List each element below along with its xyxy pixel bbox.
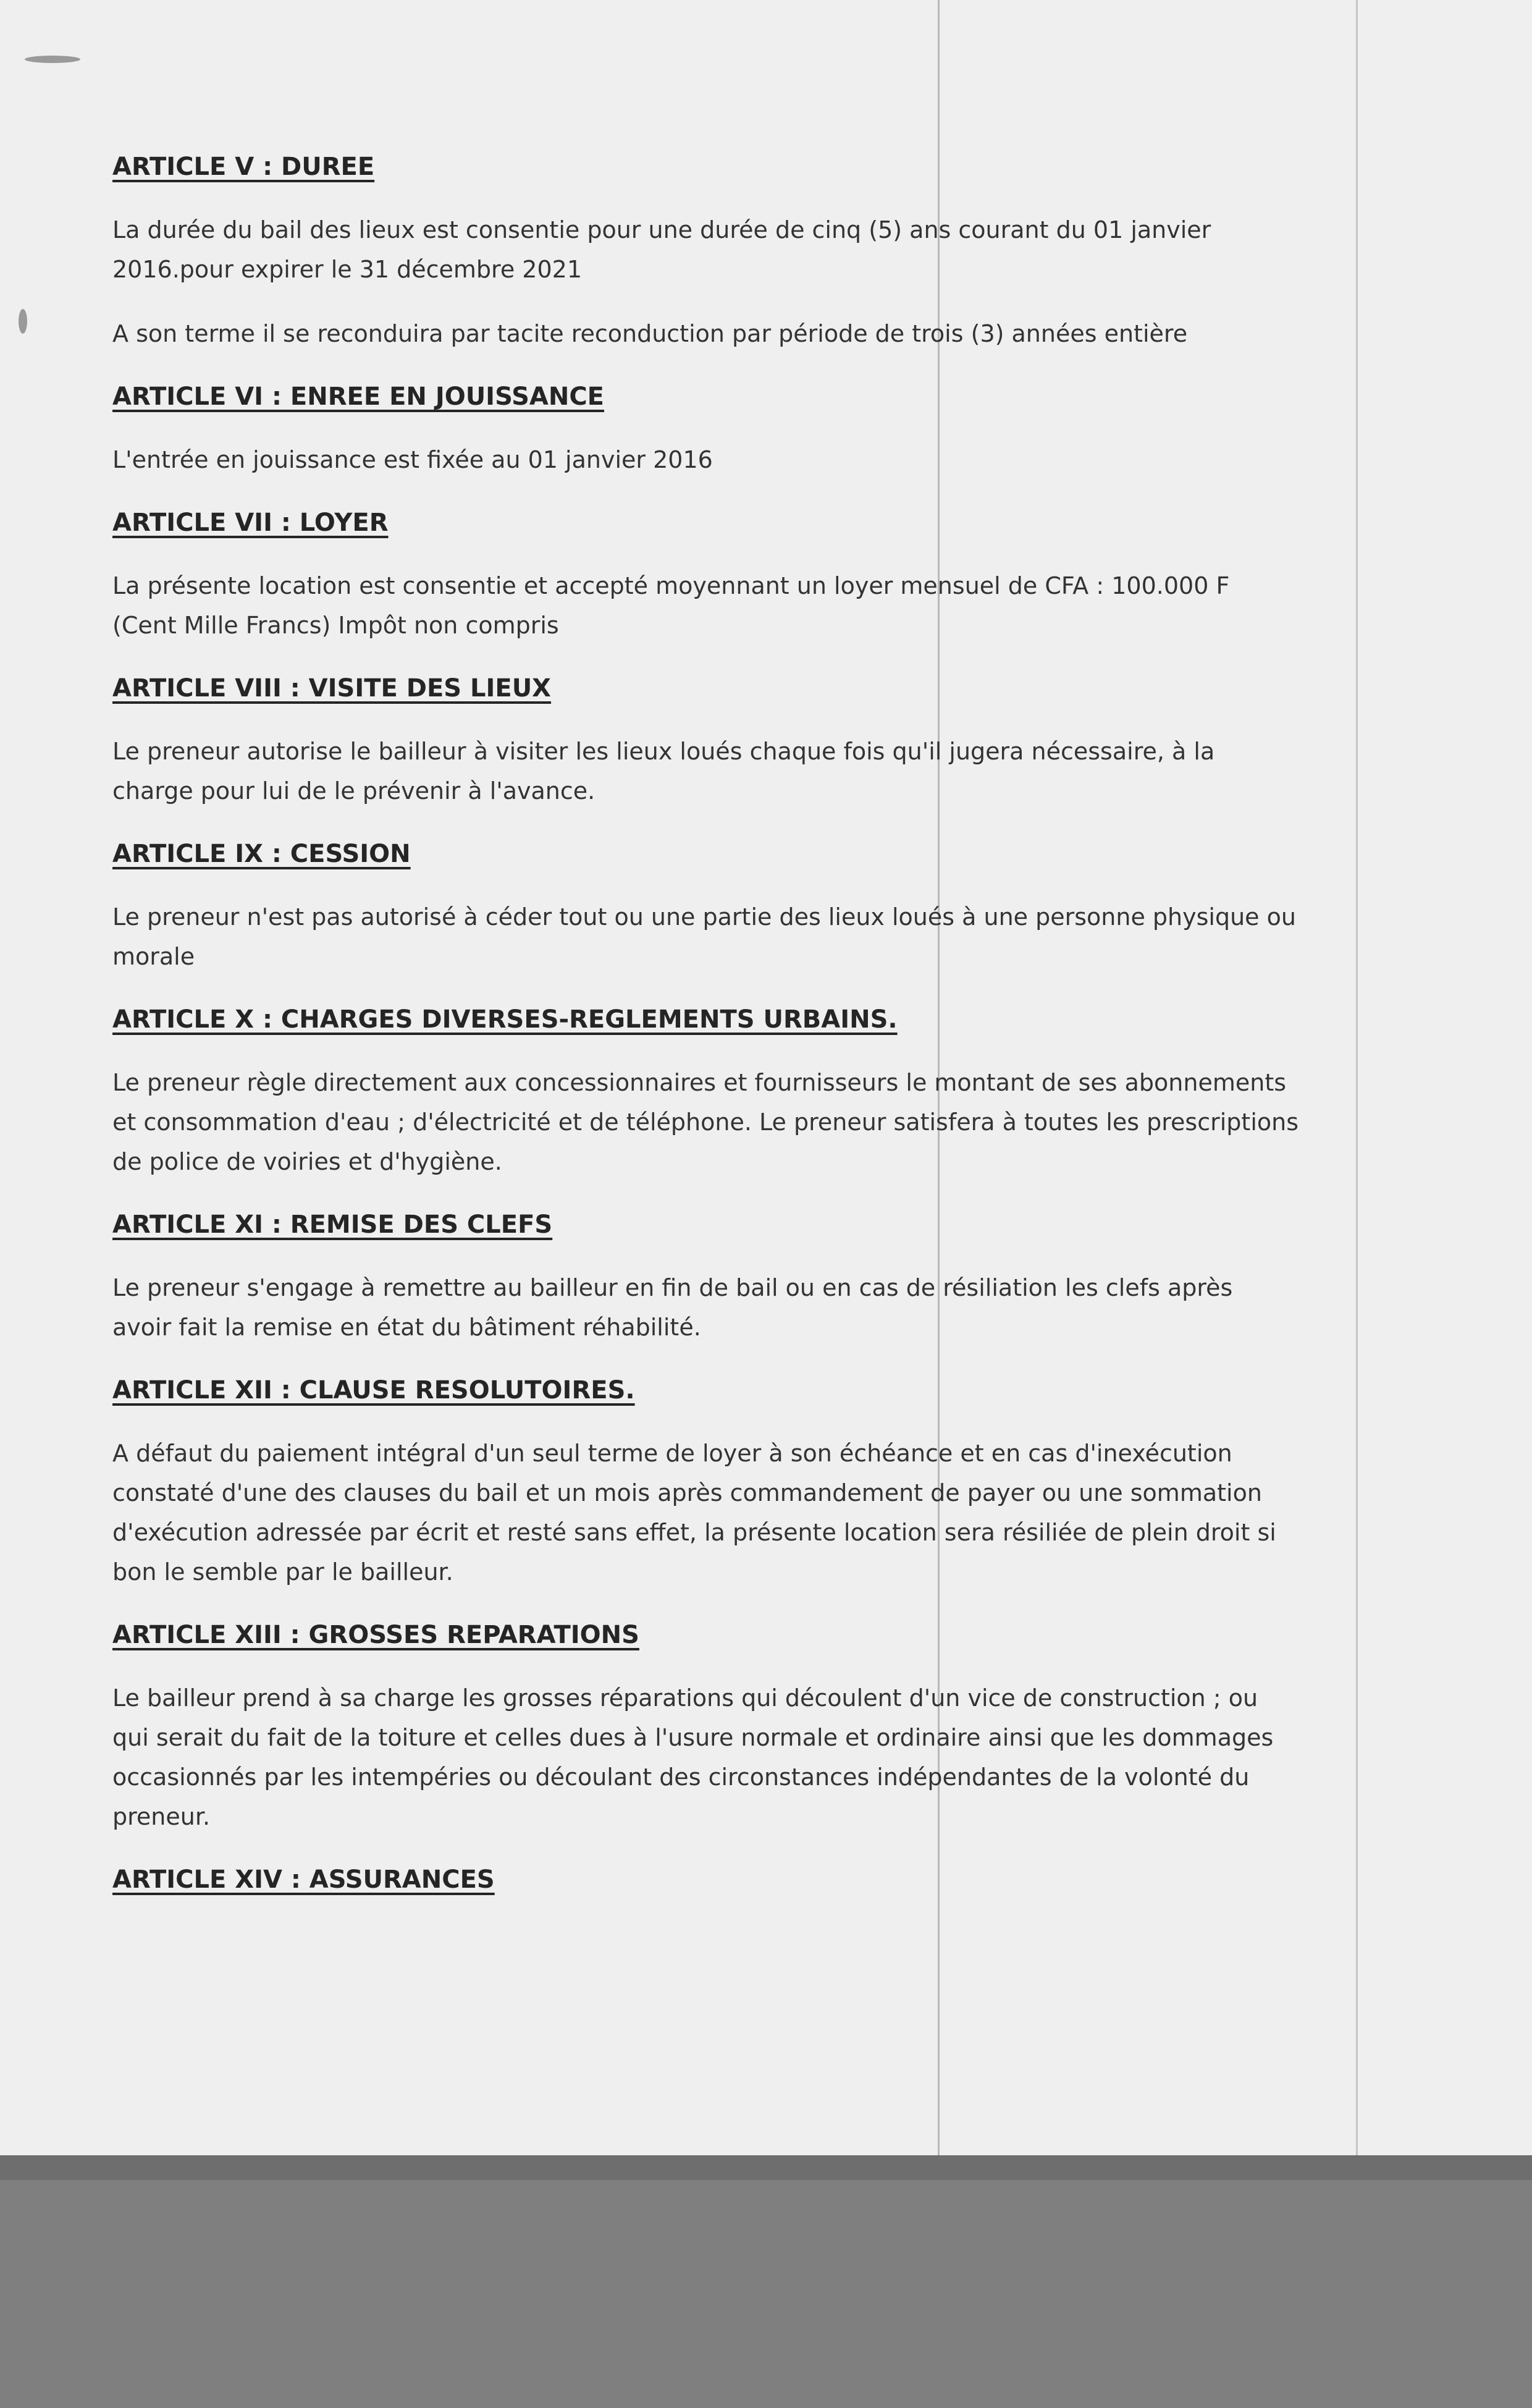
article-13 [112, 1616, 1298, 1836]
article-paragraph: A défaut du paiement intégral d'un seul terme de loyer à son échéance et en cas d'inexécution constaté d'une des clauses du bail et un mois après commandement de payer ou une sommation d'exécution adressée par écrit et resté sans effet, la présente location sera résiliée de plein droit si bon le semble par le bailleur. [112, 1440, 1276, 1586]
article-10 [112, 1001, 1298, 1181]
article-8 [112, 670, 1298, 811]
article-paragraph: A son terme il se reconduira par tacite reconduction par période de trois (3) années entière [112, 320, 1188, 347]
article-paragraph: Le preneur règle directement aux concessionnaires et fournisseurs le montant de ses abonnements et consommation d'eau ; d'électricité et de téléphone. Le preneur satisfera à toutes les prescriptions de police de voiries et d'hygiène. [112, 1069, 1299, 1175]
article-14 [112, 1861, 1298, 1898]
article-paragraph: Le bailleur prend à sa charge les grosses réparations qui découlent d'un vice de construction ; ou qui serait du fait de la toiture et celles dues à l'usure normale et ordinaire ainsi que les dommages occasionnés par les intempéries ou découlant des circonstances indépendantes de la volonté du preneur. [112, 1684, 1274, 1830]
article-heading: ARTICLE VIII : VISITE DES LIEUX [112, 674, 552, 703]
article-6 [112, 378, 1298, 479]
article-paragraph: Le preneur s'engage à remettre au bailleur en fin de bail ou en cas de résiliation les clefs après avoir fait la remise en état du bâtiment réhabilité. [112, 1274, 1233, 1341]
scan-shadow-band [0, 2155, 1532, 2180]
article-11 [112, 1206, 1298, 1347]
document-body [112, 148, 1298, 1923]
article-paragraph: L'entrée en jouissance est fixée au 01 janvier 2016 [112, 446, 713, 473]
article-heading: ARTICLE VI : ENREE EN JOUISSANCE [112, 382, 604, 411]
article-heading: ARTICLE IX : CESSION [112, 840, 411, 868]
article-heading: ARTICLE VII : LOYER [112, 509, 389, 537]
article-paragraph: La durée du bail des lieux est consentie pour une durée de cinq (5) ans courant du 01 janvier 2016.pour expirer le 31 décembre 2021 [112, 216, 1211, 283]
article-paragraph: Le preneur autorise le bailleur à visiter les lieux loués chaque fois qu'il jugera nécessaire, à la charge pour lui de le prévenir à l'avance. [112, 738, 1215, 805]
article-7 [112, 504, 1298, 645]
article-heading: ARTICLE XII : CLAUSE RESOLUTOIRES. [112, 1376, 635, 1405]
scan-smudge [19, 309, 27, 334]
article-5 [112, 148, 1298, 353]
article-paragraph: La présente location est consentie et accepté moyennant un loyer mensuel de CFA : 100.000 F (Cent Mille Francs) Impôt non compris [112, 572, 1230, 639]
article-paragraph: Le preneur n'est pas autorisé à céder tout ou une partie des lieux loués à une personne physique ou morale [112, 903, 1296, 970]
article-heading: ARTICLE XIII : GROSSES REPARATIONS [112, 1621, 639, 1649]
article-9 [112, 835, 1298, 976]
article-heading: ARTICLE X : CHARGES DIVERSES-REGLEMENTS URBAINS. [112, 1005, 898, 1034]
article-heading: ARTICLE V : DUREE [112, 153, 375, 181]
page-edge-line [1356, 0, 1358, 2155]
scan-smudge [25, 56, 80, 63]
article-heading: ARTICLE XIV : ASSURANCES [112, 1865, 495, 1894]
article-12 [112, 1372, 1298, 1592]
article-heading: ARTICLE XI : REMISE DES CLEFS [112, 1210, 553, 1239]
